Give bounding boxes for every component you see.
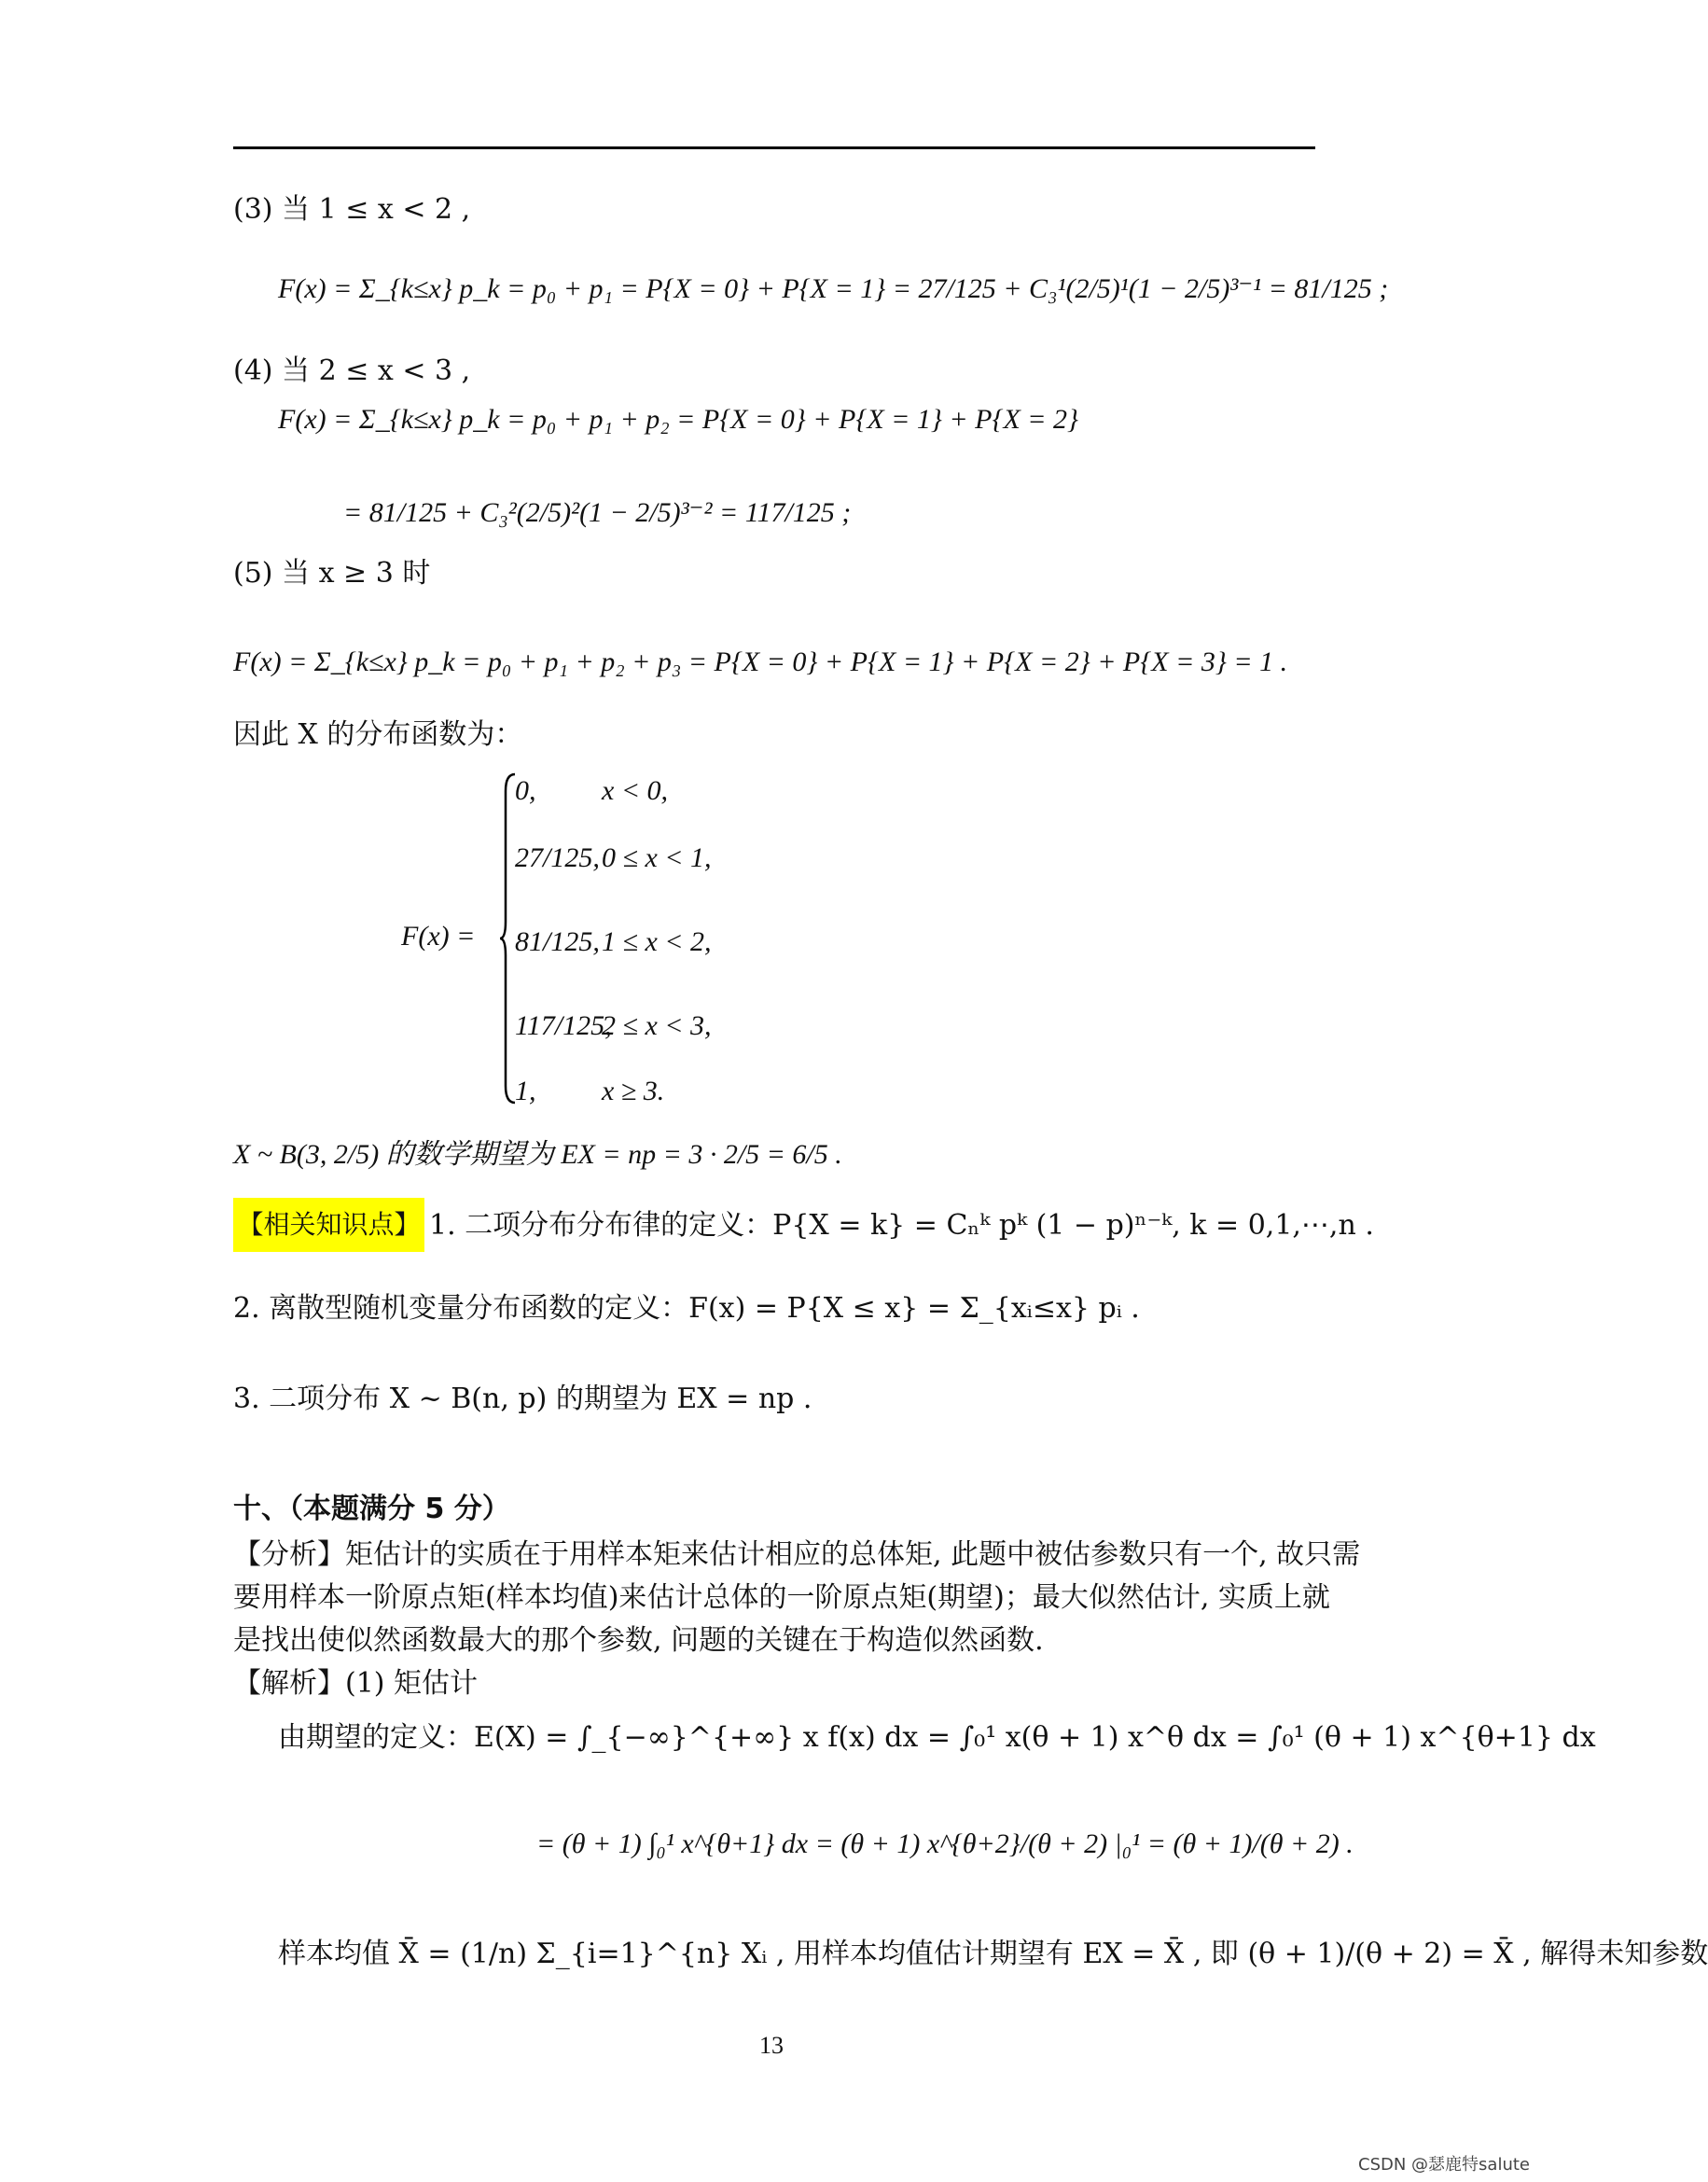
piecewise-cond-1: x < 0, <box>602 775 669 806</box>
sample-mean-line: 样本均值 X̄ = (1/n) Σ_{i=1}^{n} Xᵢ , 用样本均值估计期望有 EX = X̄ , 即 (θ + 1)/(θ + 2) = X̄ , 解得未知参数 <box>278 1938 1708 1970</box>
case-4-formula-line2: = 81/125 + C₃²(2/5)²(1 − 2/5)³⁻² = 117/125 ; <box>343 497 852 528</box>
page-number: 13 <box>759 2032 784 2059</box>
expectation-definition-line1: 由期望的定义：E(X) = ∫_{−∞}^{+∞} x f(x) dx = ∫₀¹ x(θ + 1) x^θ dx = ∫₀¹ (θ + 1) x^{θ+1} dx <box>278 1721 1596 1754</box>
knowledge-item-3: 3. 二项分布 X ~ B(n, p) 的期望为 EX = np . <box>233 1383 812 1415</box>
piecewise-value-5: 1, <box>515 1076 536 1106</box>
knowledge-item-1: 1. 二项分布分布律的定义：P{X = k} = Cₙᵏ pᵏ (1 − p)ⁿ⁻ᵏ, k = 0,1,⋯,n . <box>429 1209 1374 1242</box>
piecewise-value-1: 0, <box>515 775 536 806</box>
piecewise-value-2: 27/125, <box>515 842 600 873</box>
analysis-line-1: 【分析】矩估计的实质在于用样本矩来估计相应的总体矩, 此题中被估参数只有一个, 故只需 <box>233 1538 1361 1571</box>
case-5-formula: F(x) = Σ_{k≤x} p_k = p₀ + p₁ + p₂ + p₃ = P{X = 0} + P{X = 1} + P{X = 2} + P{X = 3} = 1 . <box>233 646 1288 677</box>
analysis-line-2: 要用样本一阶原点矩(样本均值)来估计总体的一阶原点矩(期望)；最大似然估计, 实质上就 <box>233 1581 1330 1614</box>
case-3-formula: F(x) = Σ_{k≤x} p_k = p₀ + p₁ = P{X = 0} + P{X = 1} = 27/125 + C₃¹(2/5)¹(1 − 2/5)³⁻¹ = 81/125 ; <box>278 273 1389 304</box>
knowledge-label: 【相关知识点】 <box>233 1198 424 1252</box>
knowledge-item-2: 2. 离散型随机变量分布函数的定义：F(x) = P{X ≤ x} = Σ_{xᵢ≤x} pᵢ . <box>233 1292 1140 1325</box>
header-rule <box>233 146 1315 149</box>
piecewise-value-3: 81/125, <box>515 926 600 957</box>
piecewise-lhs: F(x) = <box>401 921 476 952</box>
expectation-line: X ~ B(3, 2/5) 的数学期望为 EX = np = 3 · 2/5 = 6/5 . <box>233 1139 842 1170</box>
solution-heading: 【解析】(1) 矩估计 <box>233 1667 479 1700</box>
piecewise-value-4: 117/125, <box>515 1010 612 1041</box>
section-heading: 十、（本题满分 5 分） <box>233 1493 510 1525</box>
piecewise-cond-5: x ≥ 3. <box>602 1076 665 1106</box>
piecewise-cond-3: 1 ≤ x < 2, <box>602 926 712 957</box>
distribution-intro: 因此 X 的分布函数为： <box>233 718 523 751</box>
piecewise-cond-2: 0 ≤ x < 1, <box>602 842 712 873</box>
analysis-line-3: 是找出使似然函数最大的那个参数, 问题的关键在于构造似然函数. <box>233 1624 1044 1657</box>
piecewise-cond-4: 2 ≤ x < 3, <box>602 1010 712 1041</box>
watermark: CSDN @瑟鹿特salute <box>1358 2155 1530 2175</box>
case-4-heading: (4) 当 2 ≤ x < 3 , <box>233 354 471 387</box>
case-4-formula-line1: F(x) = Σ_{k≤x} p_k = p₀ + p₁ + p₂ = P{X = 0} + P{X = 1} + P{X = 2} <box>278 404 1079 435</box>
expectation-definition-line2: = (θ + 1) ∫₀¹ x^{θ+1} dx = (θ + 1) x^{θ+2}/(θ + 2) |₀¹ = (θ + 1)/(θ + 2) . <box>536 1828 1354 1859</box>
case-5-heading: (5) 当 x ≥ 3 时 <box>233 557 431 590</box>
case-3-heading: (3) 当 1 ≤ x < 2 , <box>233 193 471 226</box>
